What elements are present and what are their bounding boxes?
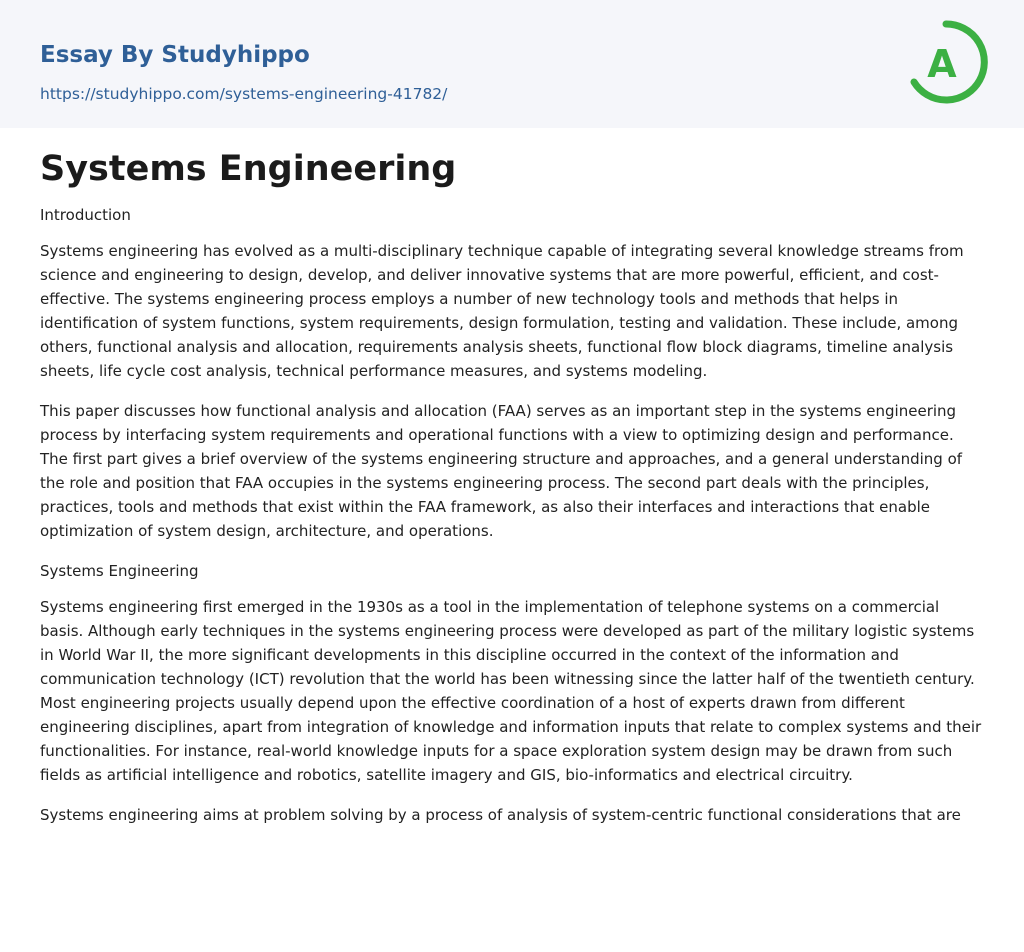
paragraph-2: This paper discusses how functional analysis and allocation (FAA) serves as an important step in the systems engineering process by interfacing system requirements and operational functions with a view to optimizing design and performance. The first part gives a brief overview of the systems engineering structure and approaches, and a general understanding of the role and position that FAA occupies in the systems engineering process. The second part deals with the principles, practices, tools and methods that exist within the FAA framework, as also their interfaces and interactions that enable optimization of system design, architecture, and operations. xyxy=(40,402,963,540)
essay-url-link[interactable]: https://studyhippo.com/systems-engineering-41782/ xyxy=(40,85,448,103)
site-header xyxy=(0,0,1024,128)
essay-content xyxy=(40,128,984,827)
paragraph-1: Systems engineering has evolved as a multi-disciplinary technique capable of integrating several knowledge streams from science and engineering to design, develop, and deliver innovative systems that are more powerful, efficient, and cost-effective. The systems engineering process employs a number of new technology tools and methods that helps in identification of system functions, system requirements, design formulation, testing and validation. These include, among others, functional analysis and allocation, requirements analysis sheets, functional flow block diagrams, timeline analysis sheets, life cycle cost analysis, technical performance measures, and systems modeling. xyxy=(40,242,964,380)
section-heading: Systems Engineering xyxy=(40,562,199,580)
paragraph-4: Systems engineering aims at problem solving by a process of analysis of system-centric functional considerations that are xyxy=(40,806,961,824)
site-brand[interactable]: Essay By Studyhippo xyxy=(40,42,310,68)
logo-icon[interactable] xyxy=(904,18,988,106)
logo-letter: A xyxy=(927,42,957,86)
essay-title: Systems Engineering xyxy=(40,149,457,189)
paragraph-3: Systems engineering first emerged in the 1930s as a tool in the implementation of telephone systems on a commercial basis. Although early techniques in the systems engineering process were developed as part of the military logistic systems in World War II, the more significant developments in this discipline occurred in the context of the information and communication technology (ICT) revolution that the world has been witnessing since the latter half of the twentieth century. Most engineering projects usually depend upon the effective coordination of a host of experts drawn from different engineering disciplines, apart from integration of knowledge and information inputs that relate to complex systems and their functionalities. For instance, real-world knowledge inputs for a space exploration system design may be drawn from such fields as artificial intelligence and robotics, satellite imagery and GIS, bio-informatics and electrical circuitry. xyxy=(40,598,982,784)
intro-heading: Introduction xyxy=(40,206,131,224)
